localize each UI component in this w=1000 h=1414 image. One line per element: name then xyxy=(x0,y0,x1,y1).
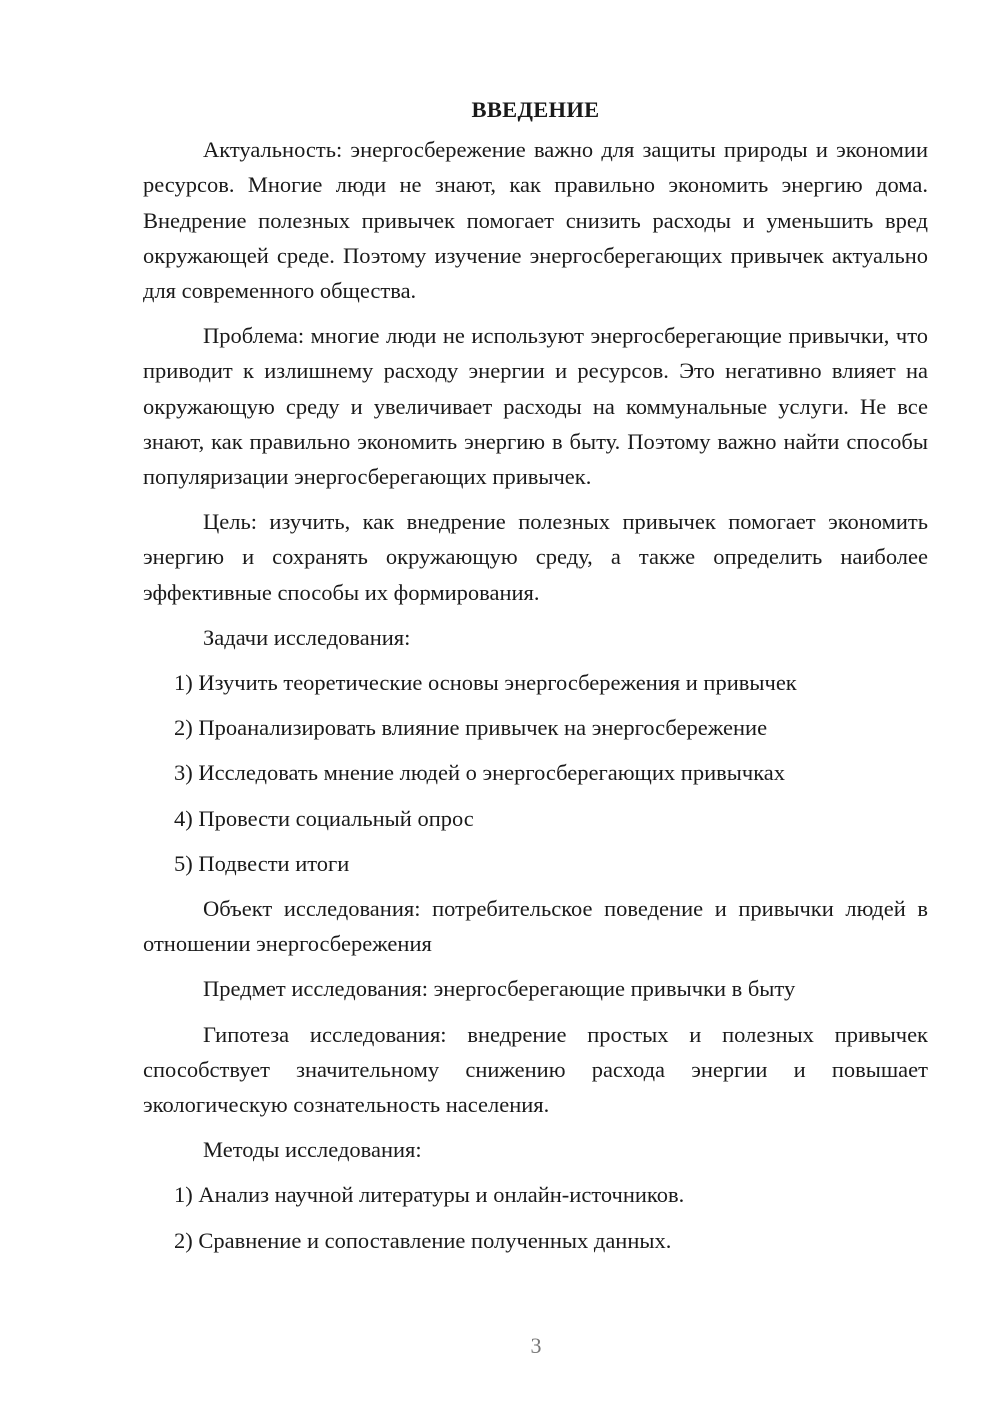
task-item: 4) Провести социальный опрос xyxy=(174,805,474,831)
subject-paragraph: Предмет исследования: энергосберегающие привычки в быту xyxy=(203,976,796,1002)
tasks-list xyxy=(143,665,928,881)
page-number: 3 xyxy=(530,1333,542,1358)
task-item: 5) Подвести итоги xyxy=(174,850,350,876)
section-title: ВВЕДЕНИЕ xyxy=(471,97,600,122)
task-item: 1) Изучить теоретические основы энергосбережения и привычек xyxy=(174,670,797,696)
task-item: 2) Проанализировать влияние привычек на энергосбережение xyxy=(174,715,768,741)
relevance-paragraph: Актуальность: энергосбережение важно для защиты природы и экономии ресурсов. Многие люди не знают, как правильно экономить энергию дома. Внедрение полезных привычек помогает снизить расходы и уменьшить вред окружающей среде. Поэтому изучение энергосберегающих привычек актуально для современного общества. xyxy=(143,137,928,304)
object-paragraph: Объект исследования: потребительское поведение и привычки людей в отношении энергосбережения xyxy=(143,896,928,957)
method-item: 2) Сравнение и сопоставление полученных данных. xyxy=(174,1227,672,1253)
task-item: 3) Исследовать мнение людей о энергосберегающих привычках xyxy=(174,760,786,786)
goal-paragraph: Цель: изучить, как внедрение полезных привычек помогает экономить энергию и сохранять окружающую среду, а также определить наиболее эффективные способы их формирования. xyxy=(143,509,928,605)
document-page xyxy=(143,92,928,1268)
methods-heading: Методы исследования: xyxy=(203,1137,422,1163)
problem-paragraph: Проблема: многие люди не используют энергосберегающие привычки, что приводит к излишнему расходу энергии и ресурсов. Это негативно влияет на окружающую среду и увеличивает расходы на коммунальные услуги. Не все знают, как правильно экономить энергию в быту. Поэтому важно найти способы популяризации энергосберегающих привычек. xyxy=(143,323,928,490)
methods-list xyxy=(143,1177,928,1257)
hypothesis-paragraph: Гипотеза исследования: внедрение простых и полезных привычек способствует значительному снижению расхода энергии и повышает экологическую сознательность населения. xyxy=(143,1021,928,1118)
method-item: 1) Анализ научной литературы и онлайн-источников. xyxy=(174,1182,685,1208)
tasks-heading: Задачи исследования: xyxy=(203,624,411,650)
